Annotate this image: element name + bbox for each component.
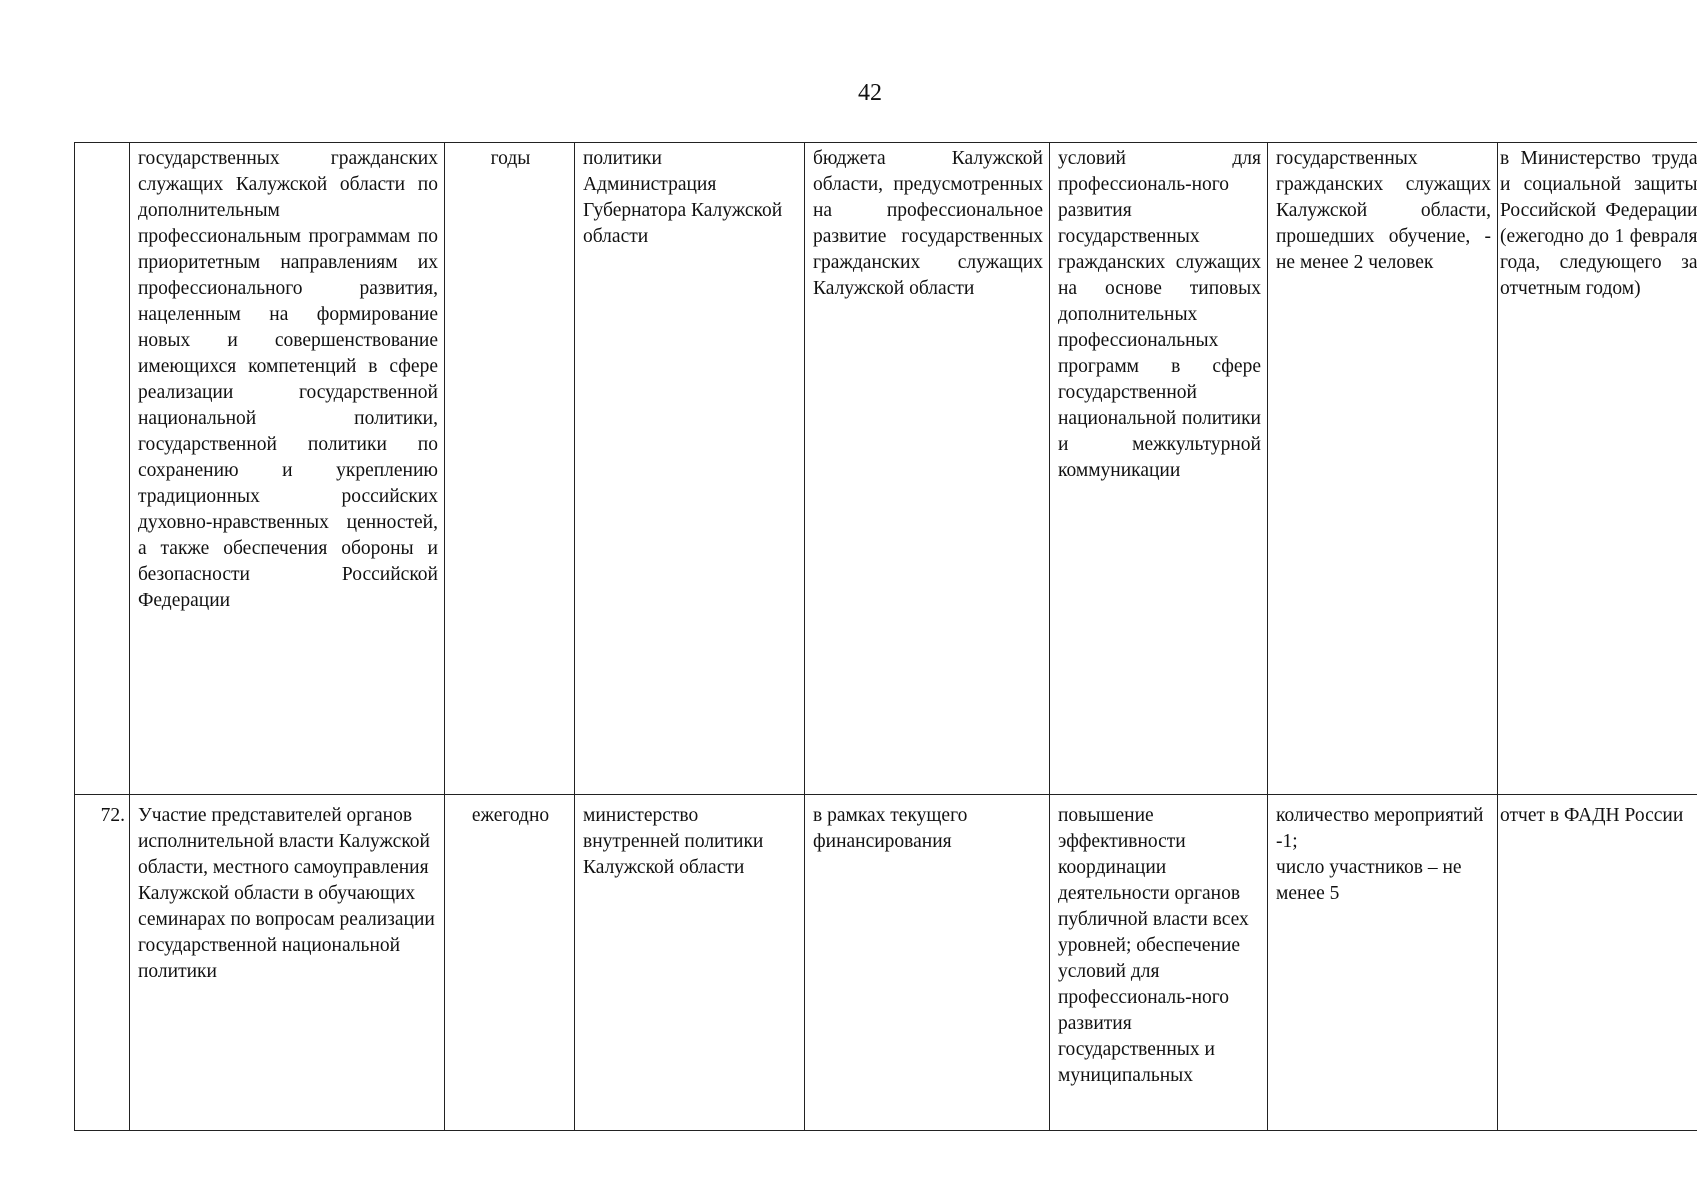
expected-result-cell: условий для профессиональ-ного развития государственных гражданских служащих на основе типовых дополнительных профессиональных программ в сфере государственной национальной политики и межкультурной коммуникации <box>1050 143 1268 795</box>
row-number-cell <box>75 143 130 795</box>
indicator-line: число участников – не менее 5 <box>1276 857 1462 904</box>
measure-name-cell: Участие представителей органов исполнительной власти Калужской области, местного самоуправления Калужской области в обучающих семинарах по вопросам реализации государственной национальной политики <box>130 795 445 1131</box>
indicator-cell <box>1268 795 1498 1131</box>
row-number-cell: 72. <box>75 795 130 1131</box>
report-form-cell: в Министерство труда и социальной защиты Российской Федерации (ежегодно до 1 февраля года, следующего за отчетным годом) <box>1498 143 1697 795</box>
expected-result-cell: повышение эффективности координации деятельности органов публичной власти всех уровней; обеспечение условий для профессиональ-ного развития государственных и муниципальных <box>1050 795 1268 1131</box>
responsible-cell: министерство внутренней политики Калужской области <box>575 795 805 1131</box>
funding-cell: бюджета Калужской области, предусмотренных на профессиональное развитие государственных гражданских служащих Калужской области <box>805 143 1050 795</box>
funding-cell: в рамках текущего финансирования <box>805 795 1050 1131</box>
measures-table <box>74 142 1697 1131</box>
deadline-cell: годы <box>445 143 575 795</box>
indicator-cell: государственных гражданских служащих Калужской области, прошедших обучение, - не менее 2 человек <box>1268 143 1498 795</box>
table-row-continuation <box>75 143 1697 795</box>
deadline-cell: ежегодно <box>445 795 575 1131</box>
report-form-cell: отчет в ФАДН России <box>1498 795 1697 1131</box>
page-number: 42 <box>858 80 882 106</box>
indicator-line: количество мероприятий -1; <box>1276 805 1484 852</box>
responsible-cell: политики Администрация Губернатора Калужской области <box>575 143 805 795</box>
measure-name-cell: государственных гражданских служащих Калужской области по дополнительным профессиональным программам по приоритетным направлениям их профессионального развития, нацеленным на формирование новых и совершенствование имеющихся компетенций в сфере реализации государственной национальной политики, государственной политики по сохранению и укреплению традиционных российских духовно-нравственных ценностей, а также обеспечения обороны и безопасности Российской Федерации <box>130 143 445 795</box>
table-row-72 <box>75 795 1697 1131</box>
